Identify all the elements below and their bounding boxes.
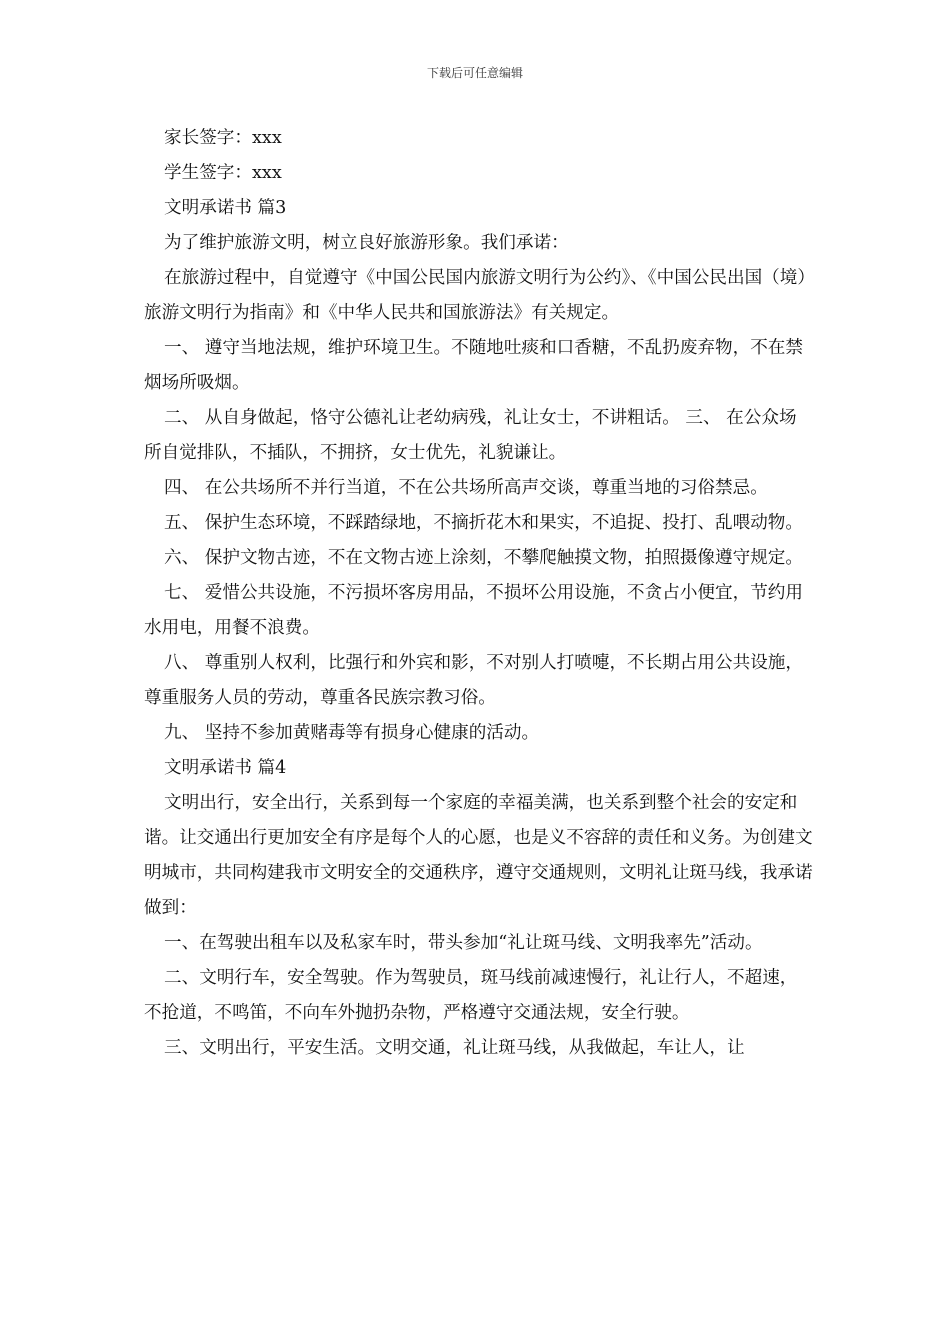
- student-signature-line: 学生签字：xxx: [164, 163, 282, 183]
- list-item: 八、 尊重别人权利，比强行和外宾和影，不对别人打喷嚏，不长期占用公共设施，尊重服务人员的劳动，尊重各民族宗教习俗。: [144, 653, 803, 708]
- document-body: [144, 121, 814, 1066]
- list-item: 一、在驾驶出租车以及私家车时，带头参加“礼让斑马线、文明我率先”活动。: [164, 933, 763, 953]
- list-item: 五、 保护生态环境，不踩踏绿地，不摘折花木和果实，不追捉、投打、乱喂动物。: [164, 513, 803, 533]
- list-item: 二、 从自身做起，恪守公德礼让老幼病残，礼让女士，不讲粗话。 三、 在公众场所自觉排队，不插队，不拥挤，女士优先，礼貌谦让。: [144, 408, 797, 463]
- list-item: 六、 保护文物古迹，不在文物古迹上涂刻，不攀爬触摸文物，拍照摄像遵守规定。: [164, 548, 803, 568]
- paragraph: 在旅游过程中，自觉遵守《中国公民国内旅游文明行为公约》、《中国公民出国（境）旅游文明行为指南》和《中华人民共和国旅游法》有关规定。: [144, 268, 807, 323]
- list-item: 九、 坚持不参加黄赌毒等有损身心健康的活动。: [164, 723, 540, 743]
- section-heading-4: 文明承诺书 篇4: [164, 758, 287, 778]
- section-heading-3: 文明承诺书 篇3: [164, 198, 287, 218]
- list-item: 一、 遵守当地法规，维护环境卫生。不随地吐痰和口香糖，不乱扔废弃物，不在禁烟场所吸烟。: [144, 338, 803, 393]
- parent-signature-line: 家长签字：xxx: [164, 128, 282, 148]
- list-item: 四、 在公共场所不并行当道，不在公共场所高声交谈，尊重当地的习俗禁忌。: [164, 478, 768, 498]
- list-item: 三、文明出行，平安生活。文明交通，礼让斑马线，从我做起，车让人，让: [164, 1038, 745, 1058]
- paragraph: 文明出行，安全出行，关系到每一个家庭的幸福美满，也关系到整个社会的安定和谐。让交通出行更加安全有序是每个人的心愿，也是义不容辞的责任和义务。为创建文明城市，共同构建我市文明安全的交通秩序，遵守交通规则，文明礼让斑马线，我承诺做到：: [144, 793, 813, 918]
- page-header: 下载后可任意编辑: [426, 66, 523, 80]
- paragraph: 为了维护旅游文明，树立良好旅游形象。我们承诺：: [164, 233, 569, 253]
- list-item: 二、文明行车，安全驾驶。作为驾驶员，斑马线前减速慢行，礼让行人，不超速，不抢道，不鸣笛，不向车外抛扔杂物，严格遵守交通法规，安全行驶。: [144, 968, 798, 1023]
- list-item: 七、 爱惜公共设施，不污损坏客房用品，不损坏公用设施，不贪占小便宜，节约用水用电，用餐不浪费。: [144, 583, 803, 638]
